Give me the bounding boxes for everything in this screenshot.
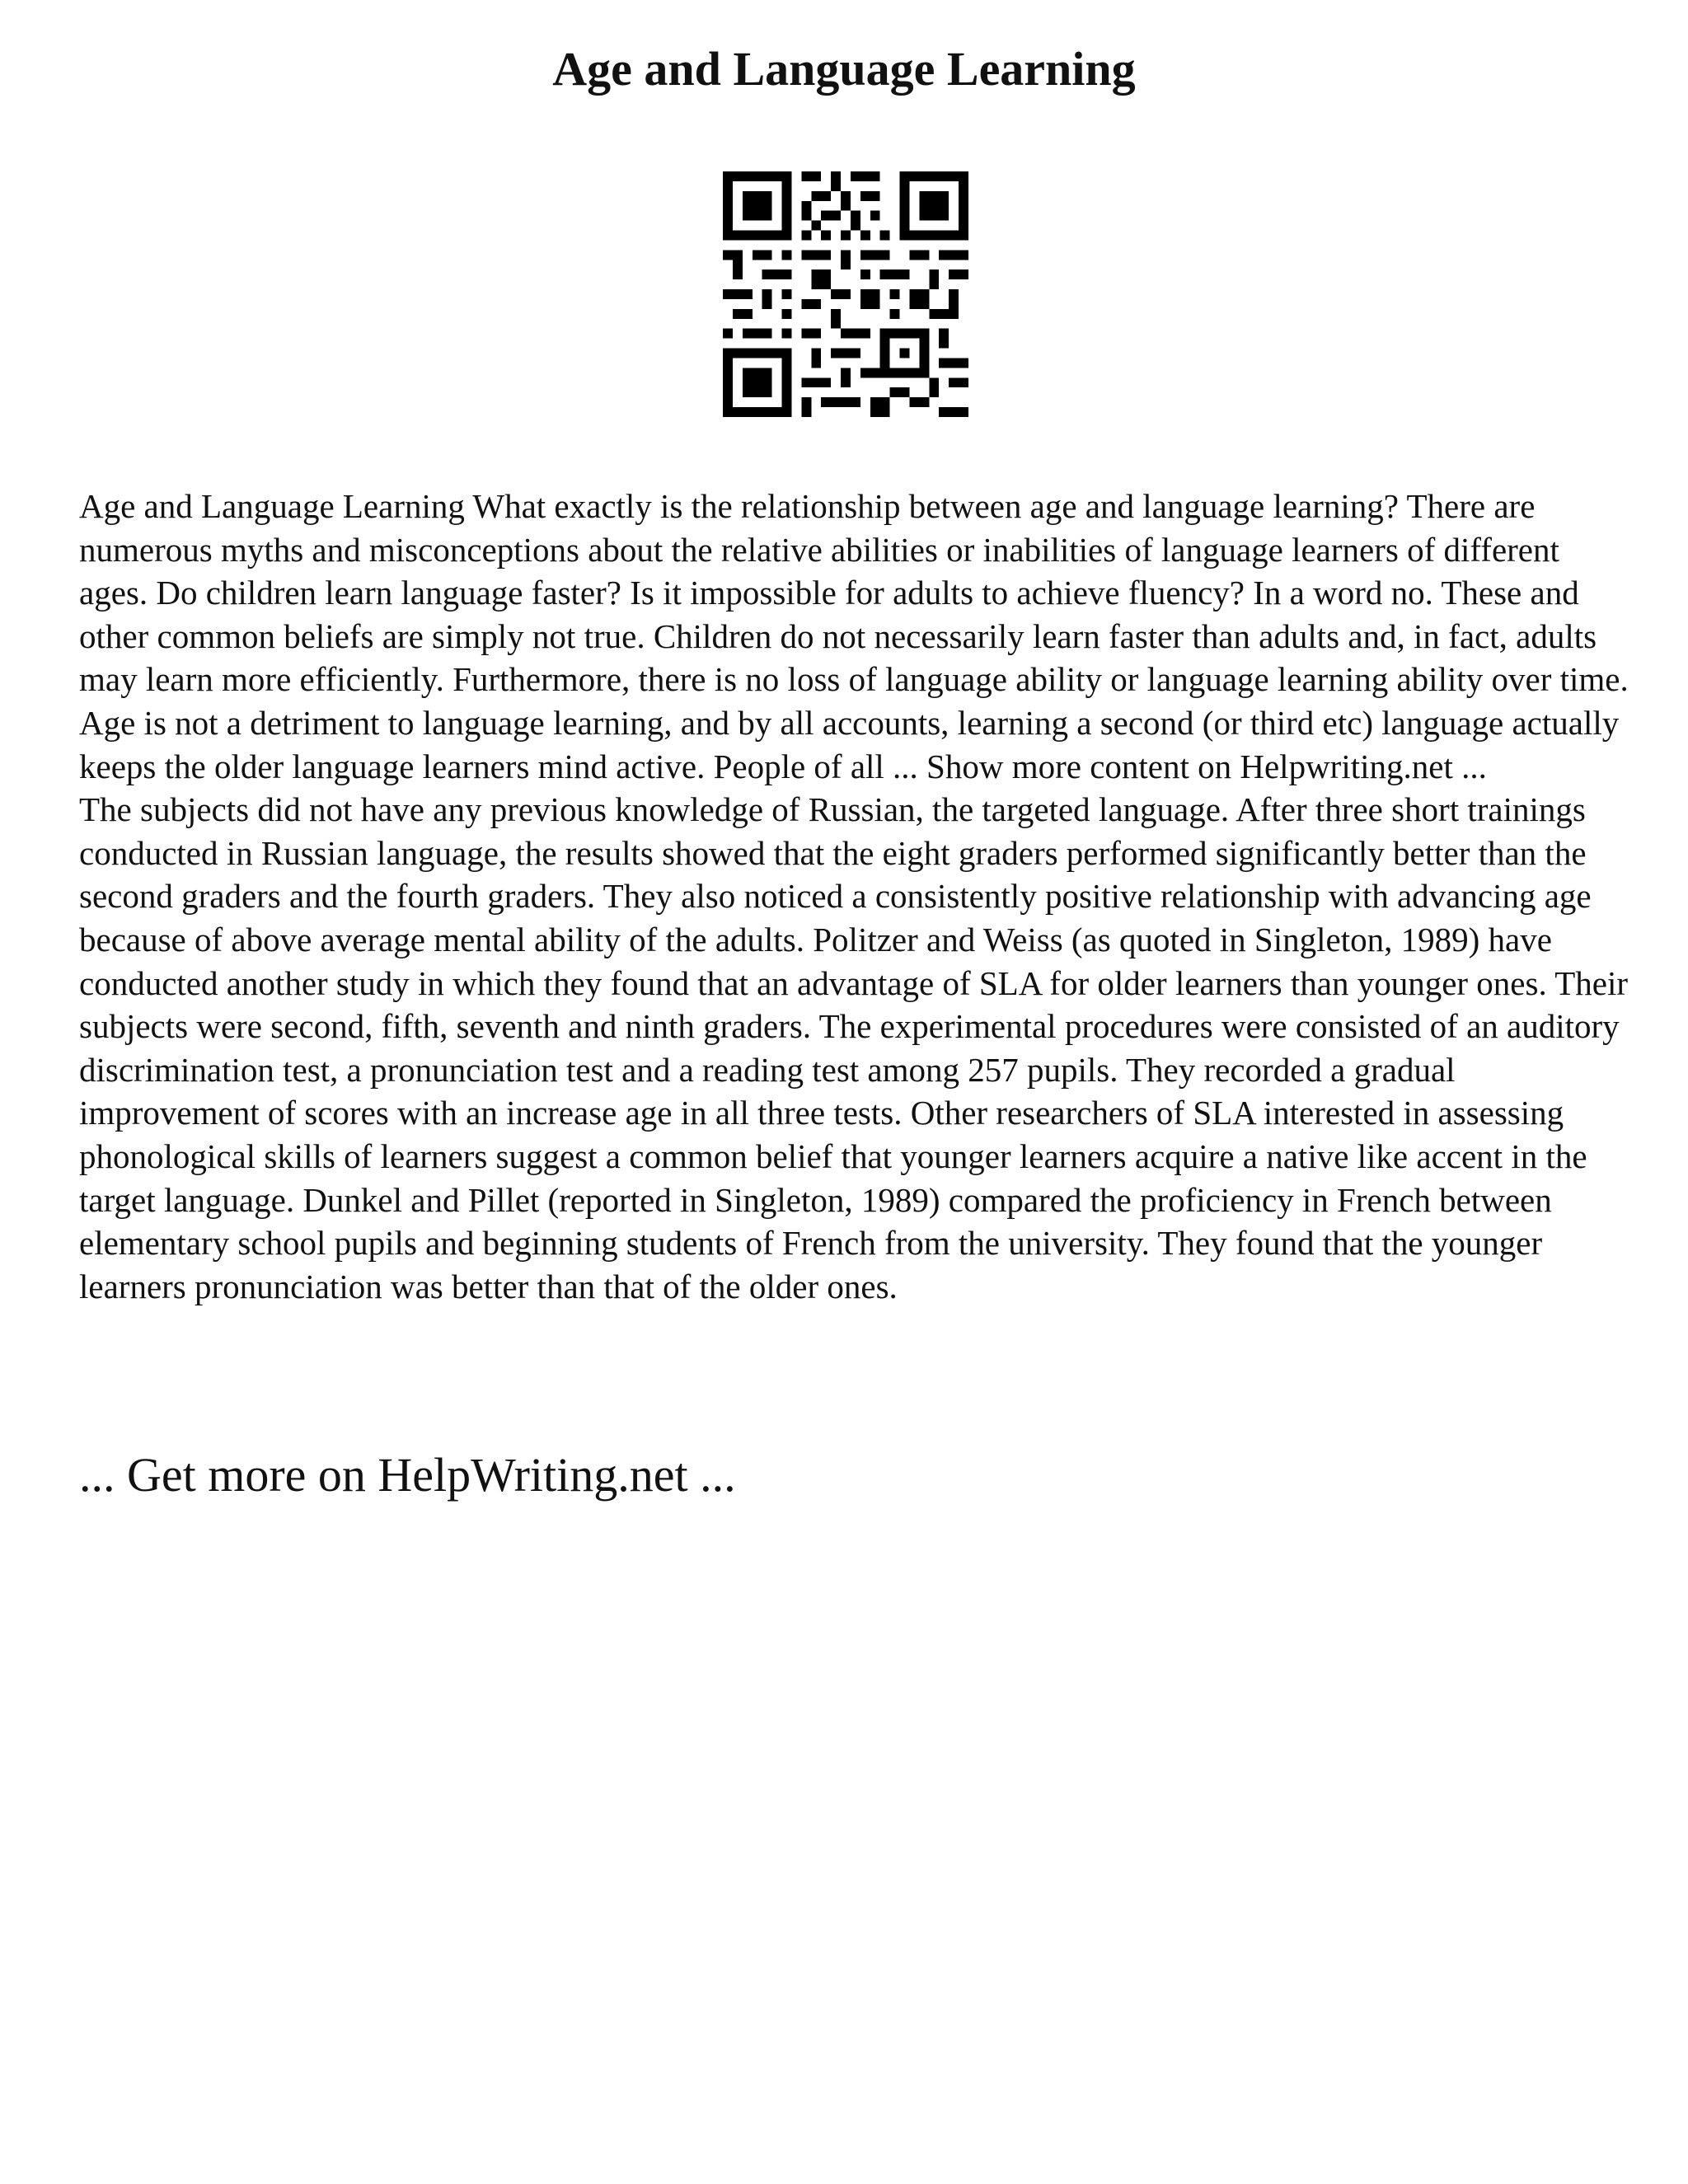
body-text: [79, 485, 1629, 1308]
get-more-link[interactable]: ... Get more on HelpWriting.net ...: [79, 1448, 736, 1502]
paragraph-studies: The subjects did not have any previous knowledge of Russian, the targeted language. After three short trainings conducted in Russian language, the results showed that the eight graders performed significantly better than the second graders and the fourth graders. They also noticed a consistently positive relationship with advancing age because of above average mental ability of the adults. Politzer and Weiss (as quoted in Singleton, 1989) have conducted another study in which they found that an advantage of SLA for older learners than younger ones. Their subjects were second, fifth, seventh and ninth graders. The experimental procedures were consisted of an auditory discrimination test, a pronunciation test and a reading test among 257 pupils. They recorded a gradual improvement of scores with an increase age in all three tests. Other researchers of SLA interested in assessing phonological skills of learners suggest a common belief that younger learners acquire a native like accent in the target language. Dunkel and Pillet (reported in Singleton, 1989) compared the proficiency in French between elementary school pupils and beginning students of French from the university. They found that the younger learners pronunciation was better than that of the older ones.: [79, 790, 1628, 1305]
qr-code-icon: [723, 171, 968, 417]
page-title: Age and Language Learning: [552, 42, 1136, 96]
paragraph-intro: Age and Language Learning What exactly is the relationship between age and language learning? There are numerous myths and misconceptions about the relative abilities or inabilities of language learners of different ages. Do children learn language faster? Is it impossible for adults to achieve fluency? In a word no. These and other common beliefs are simply not true. Children do not necessarily learn faster than adults and, in fact, adults may learn more efficiently. Furthermore, there is no loss of language ability or language learning ability over time. Age is not a detriment to language learning, and by all accounts, learning a second (or third etc) language actually keeps the older language learners mind active. People of all ... Show more content on Helpwriting.net ...: [79, 487, 1629, 785]
